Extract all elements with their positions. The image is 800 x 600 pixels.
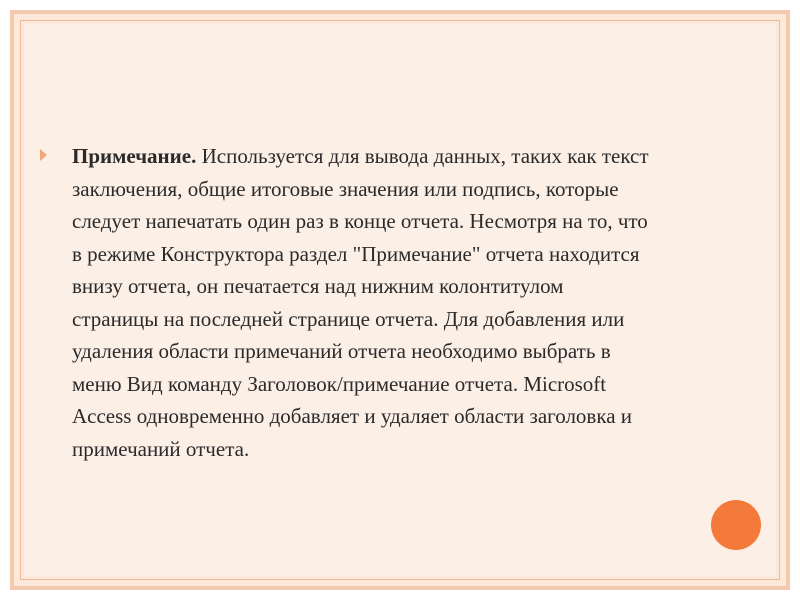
bullet-arrow-icon xyxy=(40,149,47,161)
term-label: Примечание. xyxy=(72,144,197,168)
bullet-item xyxy=(40,140,650,465)
decorative-circle-icon xyxy=(711,500,761,550)
bullet-paragraph xyxy=(72,140,650,465)
definition-text: Используется для вывода данных, таких как текст заключения, общие итоговые значения или подпись, которые следует напечатать один раз в конце отчета. Несмотря на то, что в режиме Конструктора раздел "Примечание" отчета находится внизу отчета, он печатается над нижним колонтитулом страницы на последней странице отчета. Для добавления или удаления области примечаний отчета необходимо выбрать в меню Вид команду Заголовок/примечание отчета. Microsoft Access одновременно добавляет и удаляет области заголовка и примечаний отчета. xyxy=(72,144,649,461)
